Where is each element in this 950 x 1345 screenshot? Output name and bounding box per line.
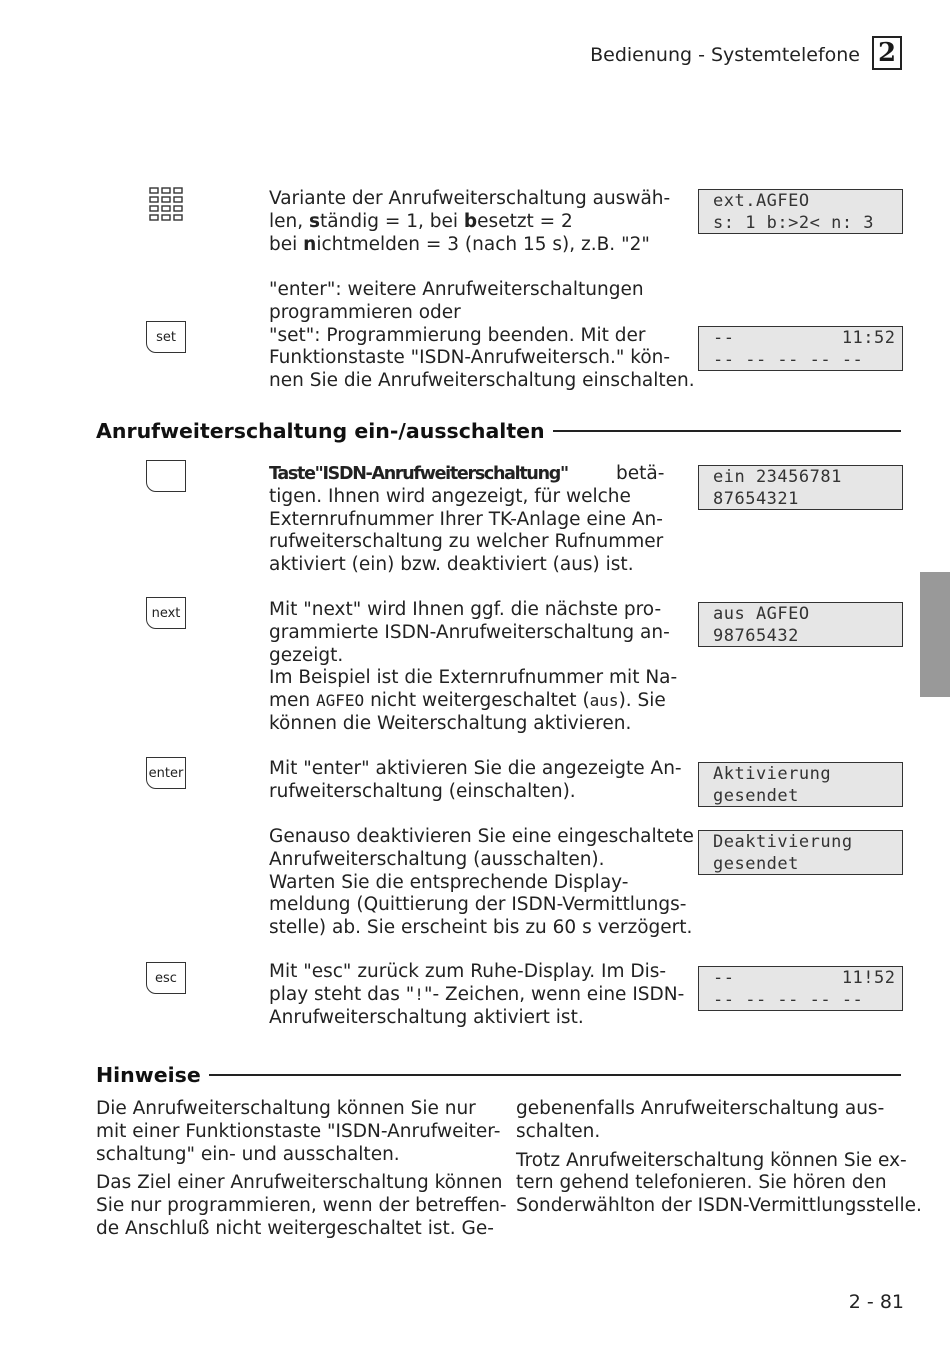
next-line-3: gezeigt.	[269, 644, 344, 666]
deactivate-line-5: stelle) ab. Sie erscheint bis zu 60 s verzögert.	[269, 917, 693, 939]
variant-line-2: len, ständig = 1, bei besetzt = 2	[269, 210, 573, 232]
hinweise-right-column	[516, 1098, 922, 1218]
set-instruction	[269, 279, 695, 393]
set-line-4: Funktionstaste "ISDN-Anrufweitersch." kön-	[269, 347, 671, 369]
lcd-display-set: -- 11:52 -- -- -- -- --	[698, 326, 903, 371]
lcd-display-taste: ein 23456781 87654321	[698, 465, 903, 510]
lcd-display-enter: Aktivierung gesendet	[698, 762, 903, 807]
taste-line-3: Externrufnummer Ihrer TK-Anlage eine An-	[269, 508, 663, 530]
set-line-3: "set": Programmierung beenden. Mit der	[269, 324, 646, 346]
esc-line-2: play steht das "!"- Zeichen, wenn eine ISDN-	[269, 983, 685, 1005]
section-rule	[553, 430, 901, 432]
next-line-4: Im Beispiel ist die Externrufnummer mit Na-	[269, 667, 678, 689]
set-line-1: "enter": weitere Anrufweiterschaltungen	[269, 279, 644, 300]
enter-instruction	[269, 758, 682, 804]
lcd-display-variant: ext.AGFEO s: 1 b:>2< n: 3	[698, 189, 903, 234]
enter-line-1: Mit "enter" aktivieren Sie die angezeigte An-	[269, 758, 682, 779]
chapter-side-tab	[920, 572, 950, 697]
set-line-5: nen Sie die Anrufweiterschaltung einschalten.	[269, 370, 695, 392]
taste-line-4: rufweiterschaltung zu welcher Rufnummer	[269, 531, 664, 553]
variant-line-1: Variante der Anrufweiterschaltung auswäh-	[269, 188, 671, 209]
taste-line-2: tigen. Ihnen wird angezeigt, für welche	[269, 485, 631, 507]
deactivate-instruction	[269, 826, 694, 940]
next-line-1: Mit "next" wird Ihnen ggf. die nächste pro-	[269, 599, 662, 620]
deactivate-line-2: Anrufweiterschaltung (ausschalten).	[269, 848, 605, 870]
next-line-5: men AGFEO nicht weitergeschaltet (aus). Sie	[269, 690, 666, 712]
deactivate-line-3: Warten Sie die entsprechende Display-	[269, 871, 629, 893]
hinweise-right-p2: Trotz Anrufweiterschaltung können Sie ex- tern gehend telefonieren. Sie hören den Sonderwählton der ISDN-Vermittlungsstelle.	[516, 1149, 922, 1217]
hinweise-right-p1: gebenenfalls Anrufweiterschaltung aus- schalten.	[516, 1098, 885, 1142]
enter-line-2: rufweiterschaltung (einschalten).	[269, 780, 576, 802]
hinweise-left-column	[96, 1098, 507, 1241]
chapter-number-box: 2	[872, 36, 902, 70]
hinweise-left-p1: Die Anrufweiterschaltung können Sie nur mit einer Funktionstaste "ISDN-Anrufweiter- schaltung" ein- und ausschalten.	[96, 1098, 501, 1165]
enter-key[interactable]: enter	[146, 757, 186, 789]
set-line-2: programmieren oder	[269, 301, 461, 323]
lcd-display-esc: -- 11!52 -- -- -- -- --	[698, 966, 903, 1011]
page-header-title: Bedienung - Systemtelefone	[590, 44, 860, 66]
hinweise-heading-text: Hinweise	[96, 1063, 201, 1087]
hinweise-left-p2: Das Ziel einer Anrufweiterschaltung können Sie nur programmieren, wenn der betreffen- de Anschluß nicht weitergeschaltet ist. Ge-	[96, 1172, 507, 1239]
esc-instruction	[269, 961, 684, 1029]
deactivate-line-4: meldung (Quittierung der ISDN-Vermittlungs-	[269, 894, 687, 916]
taste-instruction	[269, 463, 663, 577]
next-line-2: grammierte ISDN-Anrufweiterschaltung an-	[269, 621, 670, 643]
lcd-display-next: aus AGFEO 98765432	[698, 602, 903, 647]
variant-line-3: bei nichtmelden = 3 (nach 15 s), z.B. "2"	[269, 233, 650, 255]
esc-key[interactable]: esc	[146, 962, 186, 994]
next-line-6: können die Weiterschaltung aktivieren.	[269, 712, 632, 734]
section-heading-text: Anrufweiterschaltung ein-/ausschalten	[96, 419, 545, 443]
set-key[interactable]: set	[146, 321, 186, 353]
next-instruction	[269, 599, 677, 736]
deactivate-line-1: Genauso deaktivieren Sie eine eingeschaltete	[269, 826, 694, 847]
lcd-display-deactivate: Deaktivierung gesendet	[698, 830, 903, 875]
variant-instruction	[269, 188, 670, 256]
keypad-icon	[148, 187, 184, 223]
function-key[interactable]	[146, 460, 186, 492]
esc-line-1: Mit "esc" zurück zum Ruhe-Display. Im Dis-	[269, 961, 667, 982]
section-rule	[209, 1074, 901, 1076]
next-key[interactable]: next	[146, 597, 186, 629]
section-heading-anrufweiterschaltung	[96, 419, 901, 443]
taste-line-1: Taste"ISDN-Anrufweiterschaltung" betä-	[269, 463, 665, 484]
taste-line-5: aktiviert (ein) bzw. deaktiviert (aus) ist.	[269, 554, 634, 576]
page-number: 2 - 81	[848, 1291, 904, 1313]
esc-line-3: Anrufweiterschaltung aktiviert ist.	[269, 1006, 584, 1028]
section-heading-hinweise	[96, 1063, 901, 1087]
